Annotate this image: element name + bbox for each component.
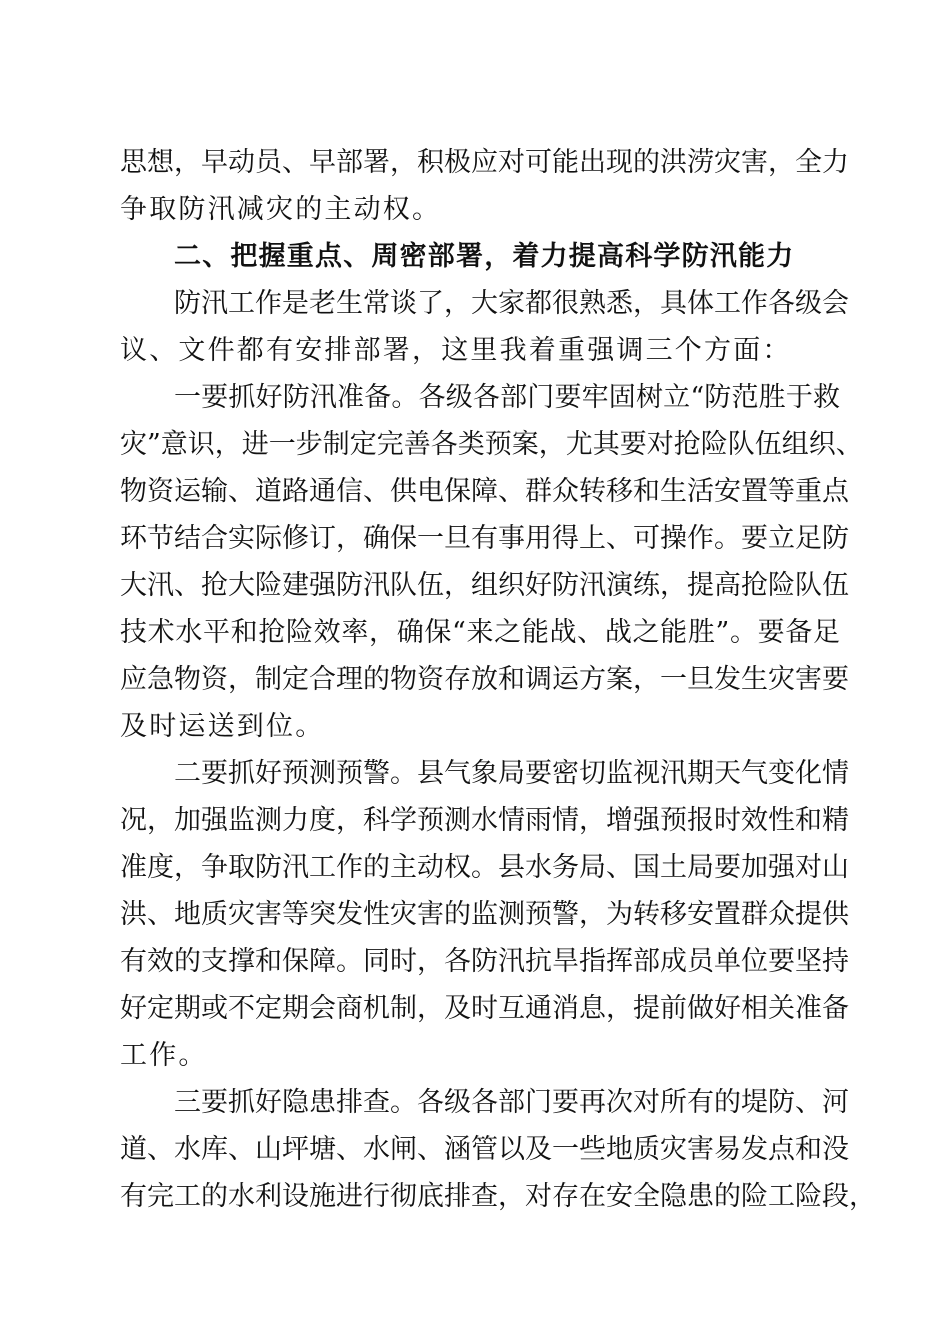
text-line: 三要抓好隐患排查。各级各部门要再次对所有的堤防、河 [174, 1087, 849, 1118]
text-line: 准度，争取防汛工作的主动权。县水务局、国土局要加强对山 [120, 852, 849, 883]
text-line: 洪、地质灾害等突发性灾害的监测预警，为转移安置群众提供 [120, 899, 849, 930]
text-line: 物资运输、道路通信、供电保障、群众转移和生活安置等重点 [120, 476, 849, 507]
text-line: 灾”意识，进一步制定完善各类预案，尤其要对抢险队伍组织、 [120, 429, 863, 460]
text-line: 好定期或不定期会商机制，及时互通消息，提前做好相关准备 [120, 993, 849, 1024]
text-line: 道、水库、山坪塘、水闸、涵管以及一些地质灾害易发点和没 [120, 1134, 849, 1165]
text-line: 有效的支撑和保障。同时，各防汛抗旱指挥部成员单位要坚持 [120, 946, 849, 977]
text-line: 议、文件都有安排部署，这里我着重强调三个方面： [120, 335, 792, 366]
text-line: 大汛、抢大险建强防汛队伍，组织好防汛演练，提高抢险队伍 [120, 570, 849, 601]
text-line: 思想，早动员、早部署，积极应对可能出现的洪涝灾害，全力 [120, 147, 849, 178]
text-line: 一要抓好防汛准备。各级各部门要牢固树立“防范胜于救 [174, 382, 840, 413]
text-line: 况，加强监测力度，科学预测水情雨情，增强预报时效性和精 [120, 805, 849, 836]
text-line: 环节结合实际修订，确保一旦有事用得上、可操作。要立足防 [120, 523, 849, 554]
section-heading: 二、把握重点、周密部署，着力提高科学防汛能力 [174, 241, 795, 272]
text-line: 争取防汛减灾的主动权。 [120, 194, 442, 225]
text-line: 应急物资，制定合理的物资存放和调运方案，一旦发生灾害要 [120, 664, 849, 695]
text-line: 二要抓好预测预警。县气象局要密切监视汛期天气变化情 [174, 758, 849, 789]
text-line: 有完工的水利设施进行彻底排查，对存在安全隐患的险工险段， [120, 1181, 876, 1212]
text-line: 工作。 [120, 1040, 208, 1071]
text-line: 防汛工作是老生常谈了，大家都很熟悉，具体工作各级会 [174, 288, 849, 319]
text-line: 及时运送到位。 [120, 711, 325, 742]
text-line: 技术水平和抢险效率，确保“来之能战、战之能胜”。要备足 [120, 617, 840, 648]
